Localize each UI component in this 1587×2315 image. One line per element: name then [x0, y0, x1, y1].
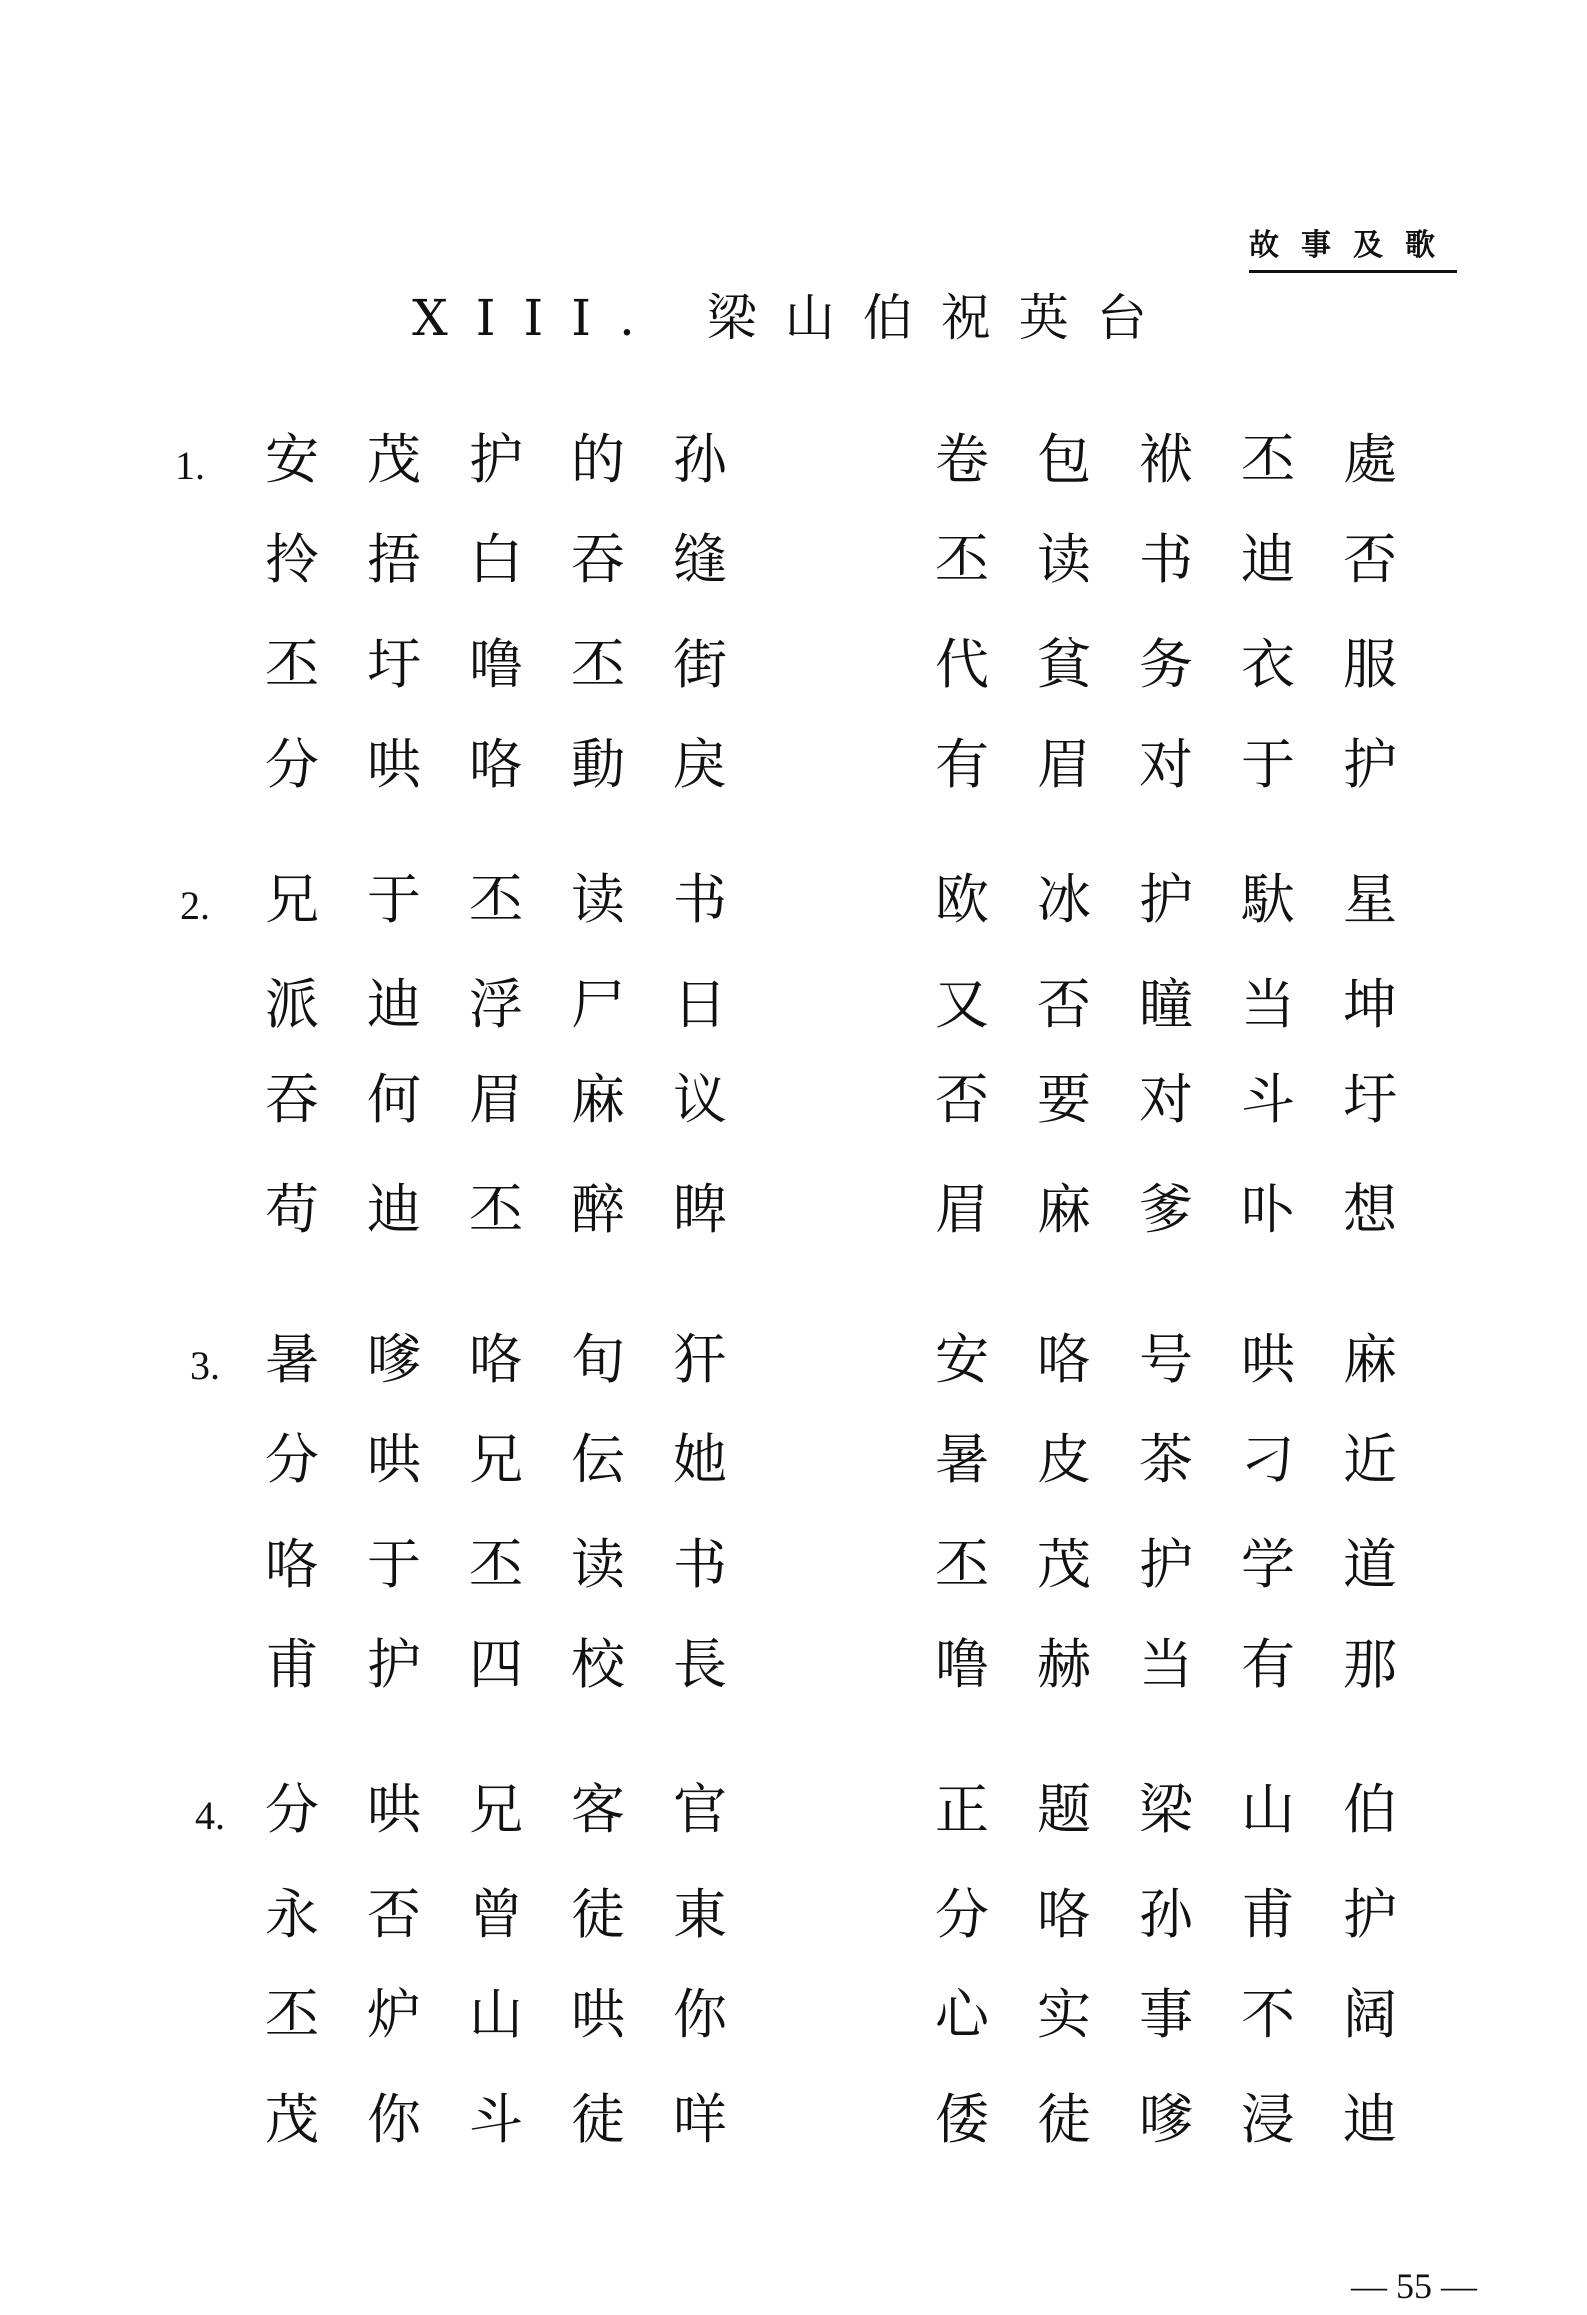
verse-line: 吞何眉麻议 [265, 1068, 775, 1131]
verse-line: 倭徒嗲浸迪 [935, 2088, 1445, 2151]
verse-line: 丕茂护学道 [935, 1533, 1445, 1596]
verse-number: 4. [195, 1793, 225, 1838]
verse-line: 正题梁山伯 [935, 1778, 1445, 1841]
verse-line: 丕读书迪否 [935, 528, 1445, 591]
verse-1 [0, 420, 1587, 820]
verse-line: 苟迪丕醉睥 [265, 1178, 775, 1241]
verse-line: 茂你斗徒咩 [265, 2088, 775, 2151]
verse-3 [0, 1320, 1587, 1720]
verse-number: 2. [180, 883, 210, 928]
verse-line: 咯于丕读书 [265, 1533, 775, 1596]
verse-line: 眉麻爹卟想 [935, 1178, 1445, 1241]
verse-line: 欧冰护馱星 [935, 868, 1445, 931]
page-number: — 55 — [1351, 2266, 1477, 2306]
verse-line: 卷包袱丕處 [935, 428, 1445, 491]
verse-line: 安茂护的孙 [265, 428, 775, 491]
verse-line: 分哄兄客官 [265, 1778, 775, 1841]
verse-line: 兄于丕读书 [265, 868, 775, 931]
verse-number: 1. [175, 443, 205, 488]
verse-line: 丕圩噜丕街 [265, 633, 775, 696]
verse-2 [0, 860, 1587, 1260]
verse-line: 派迪浮尸日 [265, 973, 775, 1036]
verse-line: 分哄兄伝她 [265, 1428, 775, 1491]
verse-line: 永否曾徒東 [265, 1883, 775, 1946]
verse-line: 噜赫当有那 [935, 1633, 1445, 1696]
verse-line: 心实事不阔 [935, 1983, 1445, 2046]
verse-line: 代貧务衣服 [935, 633, 1445, 696]
verse-line: 甫护四校長 [265, 1633, 775, 1696]
verse-line: 暑皮茶刁近 [935, 1428, 1445, 1491]
verse-line: 分咯孙甫护 [935, 1883, 1445, 1946]
verse-number: 3. [190, 1343, 220, 1388]
verse-line: 丕炉山哄你 [265, 1983, 775, 2046]
verse-line: 安咯号哄麻 [935, 1328, 1445, 1391]
verse-line: 又否瞳当坤 [935, 973, 1445, 1036]
verse-line: 有眉对于护 [935, 733, 1445, 796]
page-header: 故事及歌 [1249, 220, 1457, 273]
verse-line: 拎捂白吞缝 [265, 528, 775, 591]
page-title: XIII. 梁山伯祝英台 [412, 289, 1175, 347]
verse-line: 分哄咯動戾 [265, 733, 775, 796]
verse-4 [0, 1770, 1587, 2170]
verse-line: 暑嗲咯旬犴 [265, 1328, 775, 1391]
verse-line: 否要对斗圩 [935, 1068, 1445, 1131]
